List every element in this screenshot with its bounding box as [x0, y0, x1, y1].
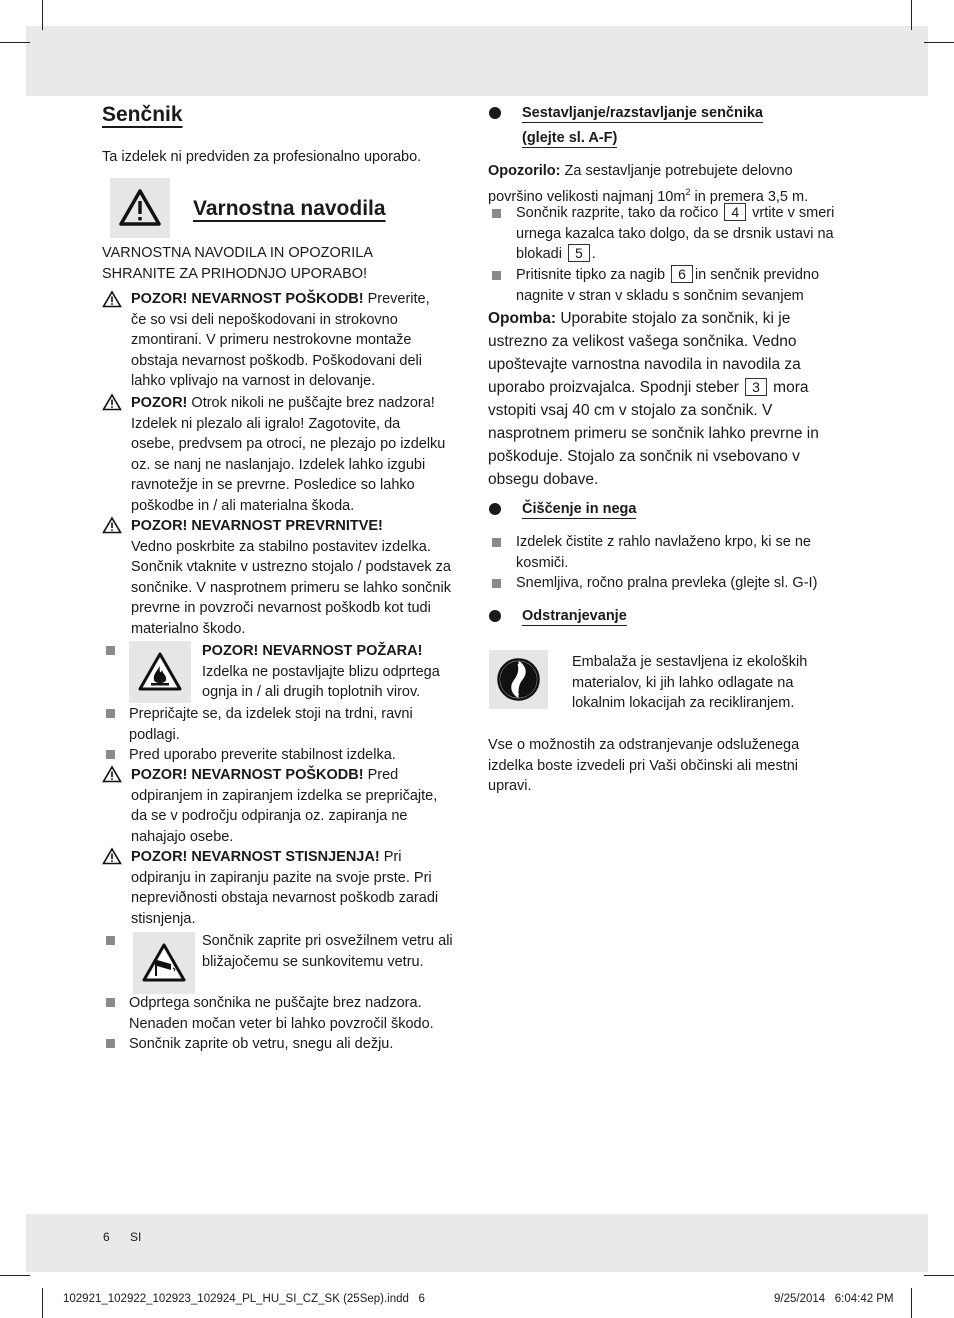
warning-small-icon	[102, 393, 122, 411]
bullet-square	[492, 538, 501, 547]
cleaning-item: Izdelek čistite z rahlo navlaženo krpo, ki se ne kosmiči.	[516, 534, 811, 571]
assembly-step: Sončnik razprite, tako da ročico 4 vrtite v smeri urnega kazalca tako dolgo, da se drsnik ustavi na blokadi 5 .	[516, 204, 835, 263]
bullet-square	[106, 646, 115, 655]
section-bullet	[489, 503, 501, 515]
warning-item: POZOR! NEVARNOST STISNJENJA! Pri odpiranju in zapiranju pazite na svoje prste. Pri nepreviðnosti obstaja nevarnost poškodb zaradi stisnjenja.	[131, 849, 439, 927]
section-heading-cleaning: Čiščenje in nega	[522, 501, 637, 517]
section-heading-disposal: Odstranjevanje	[522, 608, 627, 624]
intro-text: Ta izdelek ni predviden za profesionalno uporabo.	[102, 149, 422, 165]
assembly-warning: Opozorilo: Za sestavljanje potrebujete delovno površino velikosti najmanj $10m^2$ in premera 3,5 m.	[488, 163, 809, 205]
crop-mark	[0, 42, 30, 43]
warning-item: POZOR! NEVARNOST POŠKODB! Pred odpiranjem in zapiranjem izdelka se prepričajte, da se v področju odpiranja oz. zapiranja ne nahajajo osebe.	[131, 767, 438, 845]
recycle-icon-box	[489, 650, 548, 709]
list-item: Odprtega sončnika ne puščajte brez nadzora. Nenaden močan veter bi lahko povzročil škodo.	[129, 995, 434, 1032]
bullet-square	[106, 1039, 115, 1048]
safety-keep-line: VARNOSTNA NAVODILA IN OPOZORILA	[102, 245, 373, 261]
bullet-square	[106, 998, 115, 1007]
header-band	[26, 26, 928, 96]
packaging-text: Embalaža je sestavljena iz ekoloških materialov, ki jih lahko odlagate na lokalnim lokacijah za recikliranjem.	[572, 654, 808, 712]
footer-band	[26, 1214, 928, 1272]
assembly-step: Pritisnite tipko za nagib 6 in senčnik previdno nagnite v stran v skladu s sončnim sevanjem	[516, 266, 820, 304]
language-code: SI	[130, 1230, 142, 1244]
crop-mark	[924, 1275, 954, 1276]
page-number: 6	[103, 1230, 110, 1244]
warning-item: POZOR! Otrok nikoli ne puščajte brez nadzora! Izdelek ni plezalo ali igralo! Zagotovite, da osebe, predvsem pa otroci, ne plezajo po izdelku oz. se nanj ne naslanjajo. Izdelek lahko izgubi ravnotežje in se prevrne. Posledice so lahko poškodbe in / ali materialna škoda.	[131, 395, 446, 514]
safety-keep-line: SHRANITE ZA PRIHODNJO UPORABO!	[102, 266, 368, 282]
wind-icon-box	[133, 932, 195, 994]
section-heading-assembly: Sestavljanje/razstavljanje senčnika (glejte sl. A-F)	[522, 105, 763, 146]
crop-mark	[911, 0, 912, 30]
bullet-square	[106, 709, 115, 718]
bullet-square	[106, 750, 115, 759]
assembly-note: Opomba: Uporabite stojalo za sončnik, ki je ustrezno za velikost vašega sončnika. Vedno upoštevajte varnostna navodila in navodila za uporabo proizvajalca. Spodnji steber 3 mora vstopiti vsaj 40 cm v stojalo za sončnik. V nasprotnem primeru se sončnik lahko prevrne in poškoduje. Stojalo za sončnik ni vsebovano v obsegu dobave.	[488, 310, 819, 488]
safety-heading: Varnostna navodila	[193, 197, 386, 220]
warning-item: POZOR! NEVARNOST POŠKODB! Preverite, če so vsi deli nepoškodovani in strokovno zmontirani. V primeru nestrokovne montaže obstaja nevarnost poškodb. Poškodovani deli lahko vplivajo na varnost in delovanje.	[131, 291, 430, 390]
disposal-text: Vse o možnostih za odstranjevanje odsluženega izdelka boste izvedeli pri Vaši občinski ali mestni upravi.	[488, 737, 800, 795]
crop-mark	[0, 1275, 30, 1276]
bullet-square	[106, 936, 115, 945]
warning-small-icon	[102, 290, 122, 308]
bullet-square	[492, 579, 501, 588]
fire-warning-icon	[129, 641, 191, 703]
warning-item-fire: POZOR! NEVARNOST POŽARA! Izdelka ne postavljajte blizu odprtega ognja in / ali drugih toplotnih virov.	[202, 643, 440, 701]
bullet-square	[492, 271, 501, 280]
warning-small-icon	[102, 847, 122, 865]
cleaning-item: Snemljiva, ročno pralna prevleka (glejte sl. G-I)	[516, 575, 818, 591]
fire-icon-box	[129, 641, 191, 703]
warning-small-icon	[102, 516, 122, 534]
section-bullet	[489, 610, 501, 622]
wind-warning-icon	[133, 932, 195, 994]
crop-mark	[42, 1288, 43, 1318]
page-title: Senčnik	[102, 103, 183, 126]
green-dot-recycle-icon	[489, 650, 548, 709]
warning-triangle-icon	[110, 178, 170, 238]
file-info: 102921_102922_102923_102924_PL_HU_SI_CZ_SK (25Sep).indd 6	[63, 1293, 425, 1305]
crop-mark	[924, 42, 954, 43]
list-item: Sončnik zaprite pri osvežilnem vetru ali bližajočemu se sunkovitemu vetru.	[202, 933, 453, 970]
warning-item: POZOR! NEVARNOST PREVRNITVE! Vedno poskrbite za stabilno postavitev izdelka. Sončnik vtaknite v ustrezno stojalo / podstavek za sončnike. V nasprotnem primeru se lahko sončnik prevrne in povzroči nevarnost poškodb kot tudi materialno škodo.	[131, 518, 451, 637]
crop-mark	[911, 1288, 912, 1318]
warning-icon-box	[110, 178, 170, 238]
list-item: Sončnik zaprite ob vetru, snegu ali dežju.	[129, 1036, 394, 1052]
bullet-square	[492, 209, 501, 218]
list-item: Pred uporabo preverite stabilnost izdelka.	[129, 747, 396, 763]
warning-small-icon	[102, 765, 122, 783]
print-date: 9/25/2014 6:04:42 PM	[774, 1293, 894, 1305]
crop-mark	[42, 0, 43, 30]
list-item: Prepričajte se, da izdelek stoji na trdni, ravni podlagi.	[129, 706, 413, 743]
section-bullet	[489, 107, 501, 119]
